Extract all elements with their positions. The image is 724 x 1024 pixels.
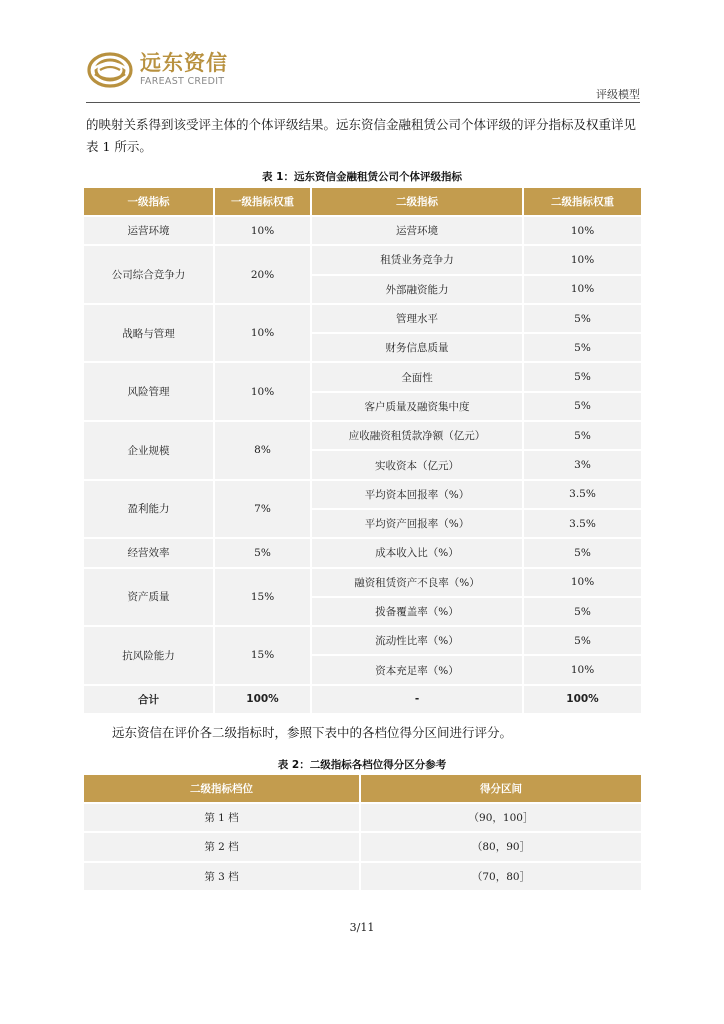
table-row: [83, 362, 642, 391]
score-range-cell: （80，90］: [360, 832, 642, 861]
column-header: 二级指标: [311, 187, 523, 216]
score-range-table: [82, 773, 643, 892]
column-header: 二级指标权重: [523, 187, 642, 216]
table-row: [83, 245, 642, 274]
rating-indicator-table: [82, 186, 643, 715]
primary-weight-cell: 5%: [214, 538, 311, 567]
table2-lead-paragraph: 远东资信在评价各二级指标时，参照下表中的各档位得分区间进行评分。: [112, 725, 513, 740]
secondary-indicator-cell: 融资租赁资产不良率（%）: [311, 568, 523, 597]
secondary-weight-cell: 5%: [523, 626, 642, 655]
primary-weight-cell: 20%: [214, 245, 311, 304]
score-range-cell: （90，100］: [360, 803, 642, 832]
primary-indicator-cell: 盈利能力: [83, 480, 214, 539]
primary-indicator-cell: 资产质量: [83, 568, 214, 627]
secondary-weight-cell: 10%: [523, 568, 642, 597]
column-header: 得分区间: [360, 774, 642, 803]
score-range-cell: （70，80］: [360, 862, 642, 891]
column-header: 一级指标权重: [214, 187, 311, 216]
primary-weight-cell: 10%: [214, 362, 311, 421]
secondary-indicator-cell: 流动性比率（%）: [311, 626, 523, 655]
tier-cell: 第 2 档: [83, 832, 360, 861]
secondary-weight-cell: 5%: [523, 304, 642, 333]
secondary-indicator-cell: 管理水平: [311, 304, 523, 333]
secondary-indicator-cell: 运营环境: [311, 216, 523, 245]
header-divider: [86, 102, 640, 103]
page-header: [0, 0, 724, 104]
page-number: 3/11: [349, 921, 375, 934]
secondary-weight-cell: 5%: [523, 362, 642, 391]
primary-weight-cell: 10%: [214, 216, 311, 245]
secondary-weight-cell: 3%: [523, 450, 642, 479]
table-row: [83, 626, 642, 655]
primary-weight-cell: 15%: [214, 568, 311, 627]
secondary-weight-cell: 10%: [523, 216, 642, 245]
primary-indicator-cell: 战略与管理: [83, 304, 214, 363]
table-header-row: [83, 187, 642, 216]
table-header-row: [83, 774, 642, 803]
primary-indicator-cell: 企业规模: [83, 421, 214, 480]
secondary-indicator-cell: 全面性: [311, 362, 523, 391]
table-row: [83, 216, 642, 245]
fareast-logo-icon: [86, 50, 134, 90]
table-row: [83, 832, 642, 861]
table-row: [83, 568, 642, 597]
secondary-weight-cell: 5%: [523, 392, 642, 421]
tier-cell: 第 3 档: [83, 862, 360, 891]
logo-name-cn: 远东资信: [140, 51, 228, 76]
secondary-weight-cell: 5%: [523, 421, 642, 450]
table-row: [83, 538, 642, 567]
primary-indicator-cell: 公司综合竞争力: [83, 245, 214, 304]
secondary-indicator-cell: 客户质量及融资集中度: [311, 392, 523, 421]
logo-name-en: FAREAST CREDIT: [140, 76, 225, 88]
secondary-indicator-cell: 财务信息质量: [311, 333, 523, 362]
table2-caption: 表 2：二级指标各档位得分区分参考: [277, 759, 447, 771]
company-logo: [86, 50, 228, 90]
secondary-indicator-cell: 租赁业务竞争力: [311, 245, 523, 274]
primary-weight-cell: 8%: [214, 421, 311, 480]
tier-cell: 第 1 档: [83, 803, 360, 832]
secondary-weight-cell: 5%: [523, 333, 642, 362]
table-row: [83, 421, 642, 450]
secondary-indicator-cell: 实收资本（亿元）: [311, 450, 523, 479]
secondary-indicator-cell: 外部融资能力: [311, 275, 523, 304]
primary-indicator-cell: 风险管理: [83, 362, 214, 421]
primary-indicator-cell: 运营环境: [83, 216, 214, 245]
secondary-weight-cell: 3.5%: [523, 480, 642, 509]
total-cell: 100%: [214, 685, 311, 714]
secondary-weight-cell: 3.5%: [523, 509, 642, 538]
secondary-weight-cell: 10%: [523, 655, 642, 684]
secondary-indicator-cell: 应收融资租赁款净额（亿元）: [311, 421, 523, 450]
column-header: 二级指标档位: [83, 774, 360, 803]
total-cell: 合计: [83, 685, 214, 714]
secondary-indicator-cell: 资本充足率（%）: [311, 655, 523, 684]
intro-paragraph: 的映射关系得到该受评主体的个体评级结果。远东资信金融租赁公司个体评级的评分指标及权重详见表 1 所示。: [86, 117, 637, 154]
total-row: [83, 685, 642, 714]
primary-weight-cell: 10%: [214, 304, 311, 363]
table-row: [83, 803, 642, 832]
primary-indicator-cell: 经营效率: [83, 538, 214, 567]
table1-caption: 表 1：远东资信金融租赁公司个体评级指标: [262, 171, 462, 183]
primary-indicator-cell: 抗风险能力: [83, 626, 214, 685]
total-cell: -: [311, 685, 523, 714]
total-cell: 100%: [523, 685, 642, 714]
column-header: 一级指标: [83, 187, 214, 216]
secondary-weight-cell: 5%: [523, 597, 642, 626]
table-row: [83, 304, 642, 333]
primary-weight-cell: 7%: [214, 480, 311, 539]
secondary-weight-cell: 5%: [523, 538, 642, 567]
table-row: [83, 480, 642, 509]
secondary-weight-cell: 10%: [523, 275, 642, 304]
secondary-indicator-cell: 平均资本回报率（%）: [311, 480, 523, 509]
secondary-indicator-cell: 成本收入比（%）: [311, 538, 523, 567]
secondary-weight-cell: 10%: [523, 245, 642, 274]
section-tag: 评级模型: [596, 88, 640, 101]
table-row: [83, 862, 642, 891]
secondary-indicator-cell: 拨备覆盖率（%）: [311, 597, 523, 626]
secondary-indicator-cell: 平均资产回报率（%）: [311, 509, 523, 538]
primary-weight-cell: 15%: [214, 626, 311, 685]
